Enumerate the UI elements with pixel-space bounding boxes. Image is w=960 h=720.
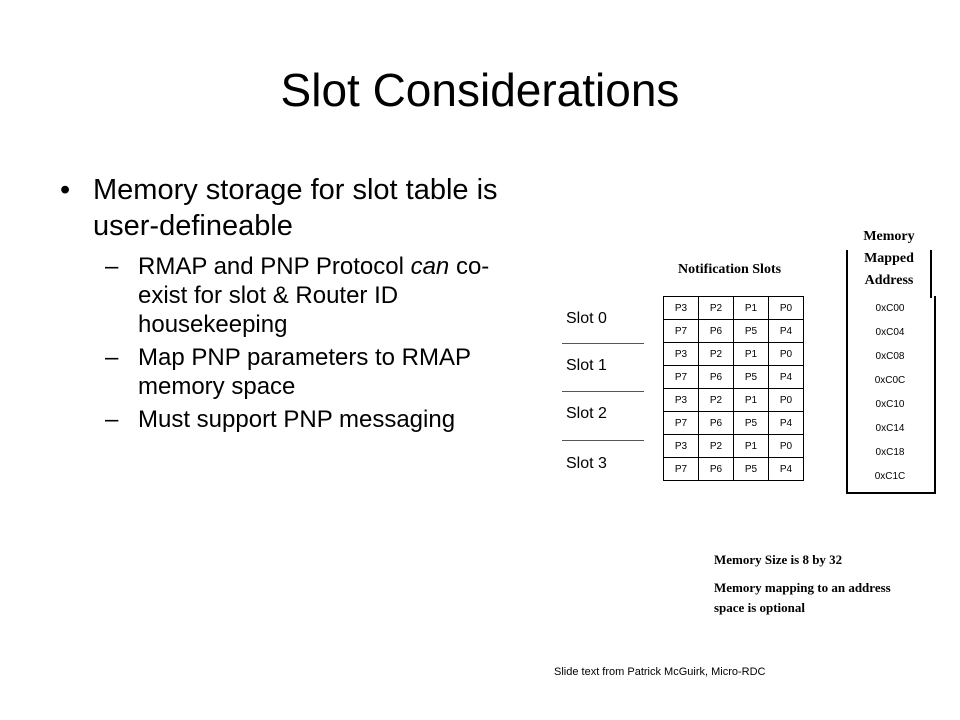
table-cell: P5	[734, 366, 769, 389]
slot-label: Slot 0	[566, 310, 607, 327]
table-row	[664, 435, 804, 458]
table-cell: P4	[769, 366, 804, 389]
table-cell: P0	[769, 435, 804, 458]
table-cell: P0	[769, 389, 804, 412]
address-header	[846, 226, 932, 292]
table-row	[664, 320, 804, 343]
table-cell: P6	[699, 412, 734, 435]
address-cell: 0xC0C	[874, 375, 906, 386]
dash-icon: –	[105, 344, 119, 371]
table-cell: P7	[664, 458, 699, 481]
address-bracket-right	[930, 250, 932, 298]
table-cell: P2	[699, 435, 734, 458]
table-cell: P1	[734, 343, 769, 366]
table-cell: P3	[664, 435, 699, 458]
table-cell: P1	[734, 389, 769, 412]
table-row	[664, 343, 804, 366]
notification-slots-title: Notification Slots	[678, 262, 782, 277]
address-cell: 0xC18	[875, 447, 905, 458]
table-cell: P5	[734, 458, 769, 481]
address-header-line: Address	[864, 273, 914, 288]
table-cell: P2	[699, 297, 734, 320]
dash-icon: –	[105, 406, 119, 433]
dash-icon: –	[105, 253, 119, 280]
slot-label: Slot 2	[566, 405, 607, 422]
table-row	[664, 297, 804, 320]
address-cell: 0xC14	[875, 423, 905, 434]
table-cell: P7	[664, 366, 699, 389]
table-cell: P3	[664, 297, 699, 320]
address-cell: 0xC10	[875, 399, 905, 410]
slot-divider	[562, 440, 644, 441]
table-cell: P6	[699, 458, 734, 481]
table-cell: P6	[699, 320, 734, 343]
sub-bullet-text: co-exist for slot & Router ID housekeeping	[138, 253, 490, 338]
address-cell: 0xC04	[875, 327, 905, 338]
table-cell: P1	[734, 297, 769, 320]
table-row	[664, 366, 804, 389]
table-cell: P0	[769, 343, 804, 366]
address-bracket-left	[846, 250, 848, 298]
table-cell: P4	[769, 412, 804, 435]
slot-label: Slot 1	[566, 357, 607, 374]
slot-divider	[562, 391, 644, 392]
slot-table	[663, 296, 804, 481]
sub-bullet-text: Must support PNP messaging	[138, 406, 456, 433]
bullet-dot-icon: •	[60, 174, 71, 206]
table-cell: P3	[664, 343, 699, 366]
table-row	[664, 412, 804, 435]
table-cell: P3	[664, 389, 699, 412]
address-cell: 0xC00	[875, 303, 905, 314]
address-cell: 0xC08	[875, 351, 905, 362]
slide-title: Slot Considerations	[280, 64, 680, 116]
table-row	[664, 458, 804, 481]
table-cell: P4	[769, 320, 804, 343]
sub-bullet-text: RMAP and PNP Protocol	[138, 253, 411, 280]
table-cell: P5	[734, 320, 769, 343]
slot-label: Slot 3	[566, 455, 607, 472]
main-bullet	[60, 172, 520, 244]
slide-credit: Slide text from Patrick McGuirk, Micro-RDC	[554, 666, 766, 678]
sub-bullet	[105, 405, 520, 434]
slot-divider	[562, 343, 644, 344]
table-cell: P4	[769, 458, 804, 481]
sub-bullet-list	[60, 252, 520, 434]
table-cell: P7	[664, 412, 699, 435]
main-bullet-text: Memory storage for slot table is user-defineable	[93, 174, 498, 242]
table-cell: P2	[699, 389, 734, 412]
address-cell: 0xC1C	[874, 471, 906, 482]
sub-bullet-text: Map PNP parameters to RMAP memory space	[138, 344, 471, 400]
notes	[714, 550, 924, 618]
table-cell: P5	[734, 412, 769, 435]
table-cell: P7	[664, 320, 699, 343]
table-cell: P0	[769, 297, 804, 320]
sub-bullet	[105, 343, 520, 401]
memory-size-note: Memory Size is 8 by 32	[714, 552, 843, 567]
sub-bullet-emphasis: can	[410, 253, 450, 280]
table-row	[664, 389, 804, 412]
table-cell: P2	[699, 343, 734, 366]
address-header-line: Mapped	[864, 251, 914, 266]
sub-bullet	[105, 252, 520, 339]
table-cell: P6	[699, 366, 734, 389]
address-header-line: Memory	[863, 229, 915, 244]
table-cell: P1	[734, 435, 769, 458]
bullet-list	[60, 172, 520, 438]
memory-mapping-note: Memory mapping to an address space is optional	[714, 580, 891, 615]
